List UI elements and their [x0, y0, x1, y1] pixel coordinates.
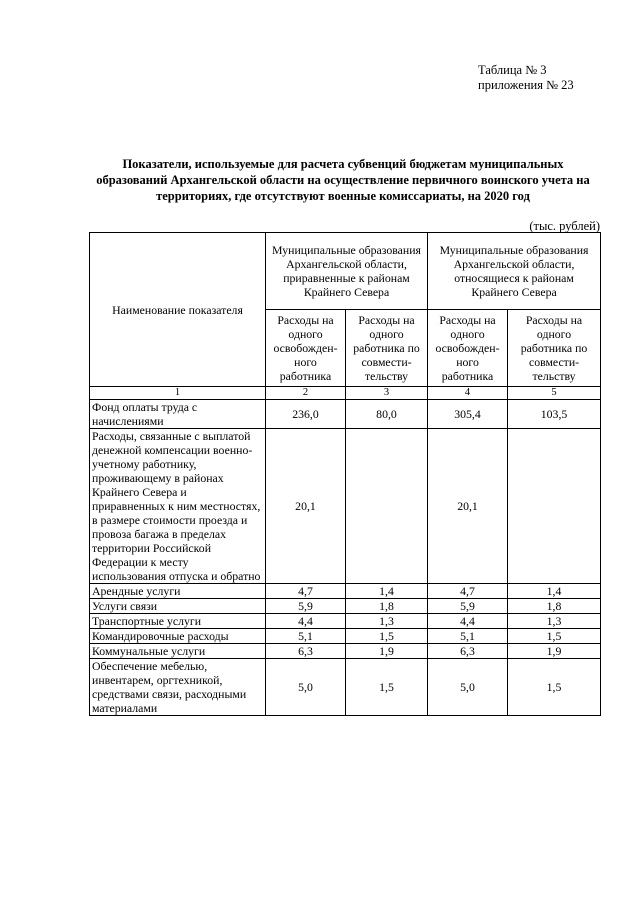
row-name: Коммунальные услуги — [90, 644, 266, 659]
col-number: 4 — [428, 387, 508, 400]
cell-value: 4,7 — [266, 584, 346, 599]
cell-value: 1,4 — [508, 584, 601, 599]
row-name: Транспортные услуги — [90, 614, 266, 629]
table-row — [90, 644, 601, 659]
table-row — [90, 400, 601, 429]
cell-value: 103,5 — [508, 400, 601, 429]
table-row — [90, 429, 601, 584]
row-name: Арендные услуги — [90, 584, 266, 599]
cell-value: 5,0 — [266, 659, 346, 716]
table-row — [90, 584, 601, 599]
row-name: Услуги связи — [90, 599, 266, 614]
cell-value: 1,5 — [346, 659, 428, 716]
sub-header-3: Расходы на одного освобожден-ного работника — [428, 310, 508, 387]
cell-value: 305,4 — [428, 400, 508, 429]
row-name: Расходы, связанные с выплатой денежной компенсации военно-учетному работнику, проживающему в районах Крайнего Севера и приравненных к ним местностях, в размере стоимости проезда и провоза багажа в пределах территории Российской Федерации к месту использования отпуска и обратно — [90, 429, 266, 584]
units-label: (тыс. рублей) — [529, 219, 600, 233]
col-number: 1 — [90, 387, 266, 400]
cell-value: 4,4 — [266, 614, 346, 629]
sub-header-2: Расходы на одного работника по совмести-тельству — [346, 310, 428, 387]
cell-value: 1,3 — [346, 614, 428, 629]
group-header-equated-north: Муниципальные образования Архангельской области, приравненные к районам Крайнего Севера — [266, 233, 428, 310]
cell-value: 1,5 — [508, 629, 601, 644]
cell-value: 1,8 — [346, 599, 428, 614]
cell-value: 1,9 — [508, 644, 601, 659]
col-number: 5 — [508, 387, 601, 400]
table-row — [90, 629, 601, 644]
cell-value: 4,7 — [428, 584, 508, 599]
cell-value: 20,1 — [266, 429, 346, 584]
cell-value: 1,9 — [346, 644, 428, 659]
row-name: Фонд оплаты труда с начислениями — [90, 400, 266, 429]
cell-value — [508, 429, 601, 584]
sub-header-4: Расходы на одного работника по совмести-тельству — [508, 310, 601, 387]
sub-header-1: Расходы на одного освобожден-ного работника — [266, 310, 346, 387]
cell-value: 1,5 — [508, 659, 601, 716]
appendix-number: приложения № 23 — [478, 78, 574, 92]
table-number: Таблица № 3 — [478, 63, 547, 77]
cell-value: 236,0 — [266, 400, 346, 429]
cell-value: 5,0 — [428, 659, 508, 716]
row-name: Обеспечение мебелью, инвентарем, оргтехникой, средствами связи, расходными материалами — [90, 659, 266, 716]
table-reference — [478, 63, 574, 93]
cell-value: 6,3 — [266, 644, 346, 659]
cell-value: 1,5 — [346, 629, 428, 644]
table-row — [90, 599, 601, 614]
table-row — [90, 614, 601, 629]
cell-value: 5,1 — [266, 629, 346, 644]
table-row — [90, 659, 601, 716]
col-header-name: Наименование показателя — [90, 233, 266, 387]
row-name: Командировочные расходы — [90, 629, 266, 644]
cell-value: 4,4 — [428, 614, 508, 629]
indicators-table — [89, 232, 601, 716]
cell-value: 1,3 — [508, 614, 601, 629]
group-header-far-north: Муниципальные образования Архангельской области, относящиеся к районам Крайнего Севера — [428, 233, 601, 310]
cell-value: 5,9 — [266, 599, 346, 614]
cell-value: 20,1 — [428, 429, 508, 584]
cell-value: 80,0 — [346, 400, 428, 429]
cell-value: 5,9 — [428, 599, 508, 614]
cell-value: 1,4 — [346, 584, 428, 599]
document-title: Показатели, используемые для расчета субвенций бюджетам муниципальных образований Архангельской области на осуществление первичного воинского учета на территориях, где отсутствуют военные комиссариаты, на 2020 год — [96, 157, 590, 203]
cell-value — [346, 429, 428, 584]
cell-value: 1,8 — [508, 599, 601, 614]
cell-value: 6,3 — [428, 644, 508, 659]
col-number: 3 — [346, 387, 428, 400]
col-number: 2 — [266, 387, 346, 400]
cell-value: 5,1 — [428, 629, 508, 644]
